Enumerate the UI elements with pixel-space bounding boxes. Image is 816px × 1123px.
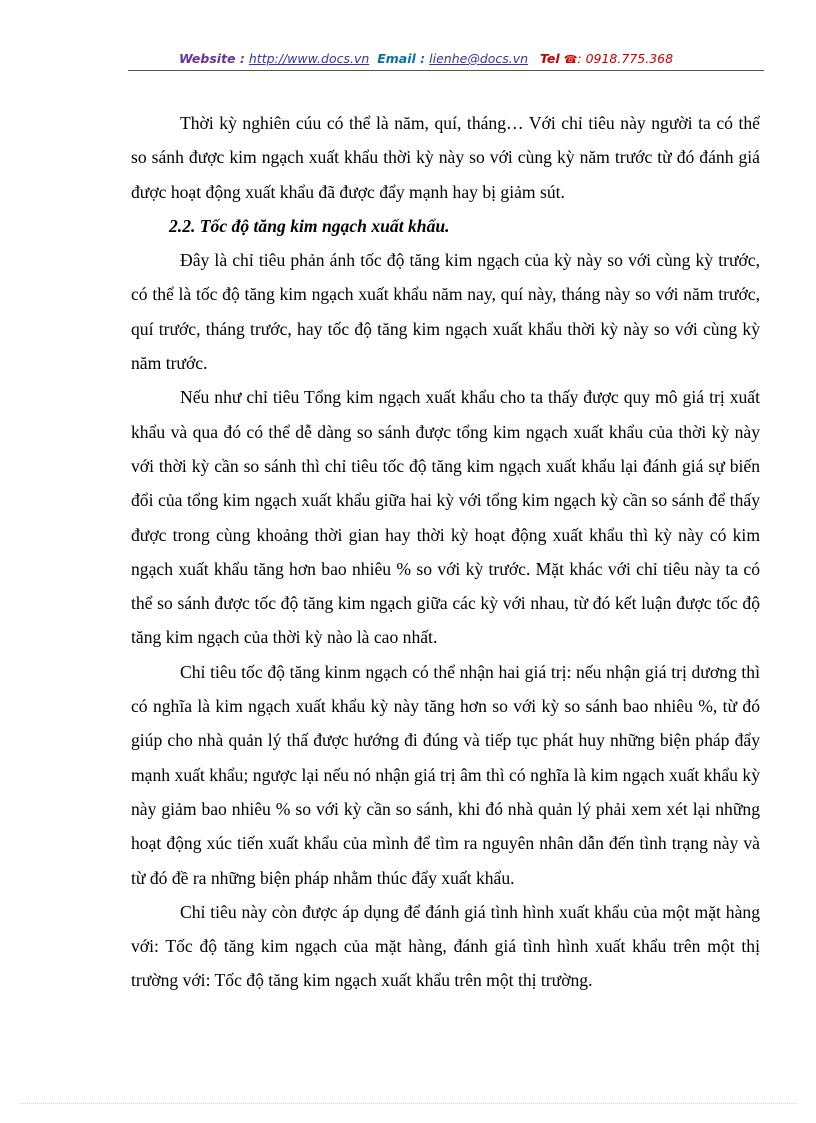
paragraph-5: Chỉ tiêu này còn được áp dụng để đánh giá tình hình xuất khẩu của một mặt hàng với: Tốc độ tăng kim ngạch của mặt hàng, đánh giá tình hình xuất khẩu trên một thị trường với: Tốc độ tăng kim ngạch xuất khẩu trên một thị trường. [131,901,760,991]
page-bottom-divider [20,1103,796,1104]
email-label: Email [377,51,416,66]
page-header [96,50,756,72]
tel-label: Tel [540,51,560,66]
header-divider [128,70,764,71]
website-link[interactable]: http://www.docs.vn [248,51,370,66]
email-separator: : [415,51,426,66]
phone-icon: ☎ [563,53,578,66]
website-label: Website : [178,51,245,66]
paragraph-3: Nếu như chỉ tiêu Tổng kim ngạch xuất khẩu cho ta thấy được quy mô giá trị xuất khẩu và qua đó có thể dễ dàng so sánh được tổng kim ngạch xuất khẩu của thời kỳ này với thời kỳ cần so sánh thì chỉ tiêu tốc độ tăng kim ngạch xuất khẩu lại đánh giá sự biến đổi của tổng kim ngạch xuất khẩu giữa hai kỳ với tổng kim ngạch kỳ cần so sánh để thấy được trong cùng khoảng thời gian hay thời kỳ hoạt động xuất khẩu thì kỳ này có kim ngạch xuất khẩu tăng hơn bao nhiêu % so với kỳ trước. Mặt khác với chỉ tiêu này ta có thể so sánh được tốc độ tăng kim ngạch giữa các kỳ với nhau, từ đó kết luận được tốc độ tăng kim ngạch của thời kỳ nào là cao nhất. [131,387,760,648]
paragraph-2: Đây là chỉ tiêu phản ánh tốc độ tăng kim ngạch của kỳ này so với cùng kỳ trước, có thể là tốc độ tăng kim ngạch xuất khẩu năm nay, quí này, tháng này so với năm trước, quí trước, tháng trước, hay tốc độ tăng kim ngạch xuất khẩu thời kỳ này so với cùng kỳ năm trước. [131,250,760,374]
section-heading: 2.2. Tốc độ tăng kim ngạch xuất khẩu. [169,215,450,236]
tel-value: : 0918.775.368 [577,51,674,66]
email-link[interactable]: lienhe@docs.vn [429,51,529,66]
document-body [131,106,760,998]
paragraph-1: Thời kỳ nghiên cúu có thể là năm, quí, tháng… Với chỉ tiêu này người ta có thể so sánh được kim ngạch xuất khẩu thời kỳ này so với cùng kỳ năm trước từ đó đánh giá được hoạt động xuất khẩu đã được đẩy mạnh hay bị giảm sút. [131,113,760,202]
paragraph-4: Chỉ tiêu tốc độ tăng kinm ngạch có thể nhận hai giá trị: nếu nhận giá trị dương thì có nghĩa là kim ngạch xuất khẩu kỳ này tăng hơn so với kỳ so sánh bao nhiêu %, từ đó giúp cho nhà quản lý thấ được hướng đi đúng và tiếp tục phát huy những biện pháp đẩy mạnh xuất khẩu; ngược lại nếu nó nhận giá trị âm thì có nghĩa là kim ngạch xuất khẩu kỳ này giảm bao nhiêu % so với kỳ cần so sánh, khi đó nhà quản lý phải xem xét lại những hoạt động xúc tiến xuất khẩu của mình để tìm ra nguyên nhân dẫn đến tình trạng này và từ đó đề ra những biện pháp nhằm thúc đẩy xuất khẩu. [131,661,760,888]
